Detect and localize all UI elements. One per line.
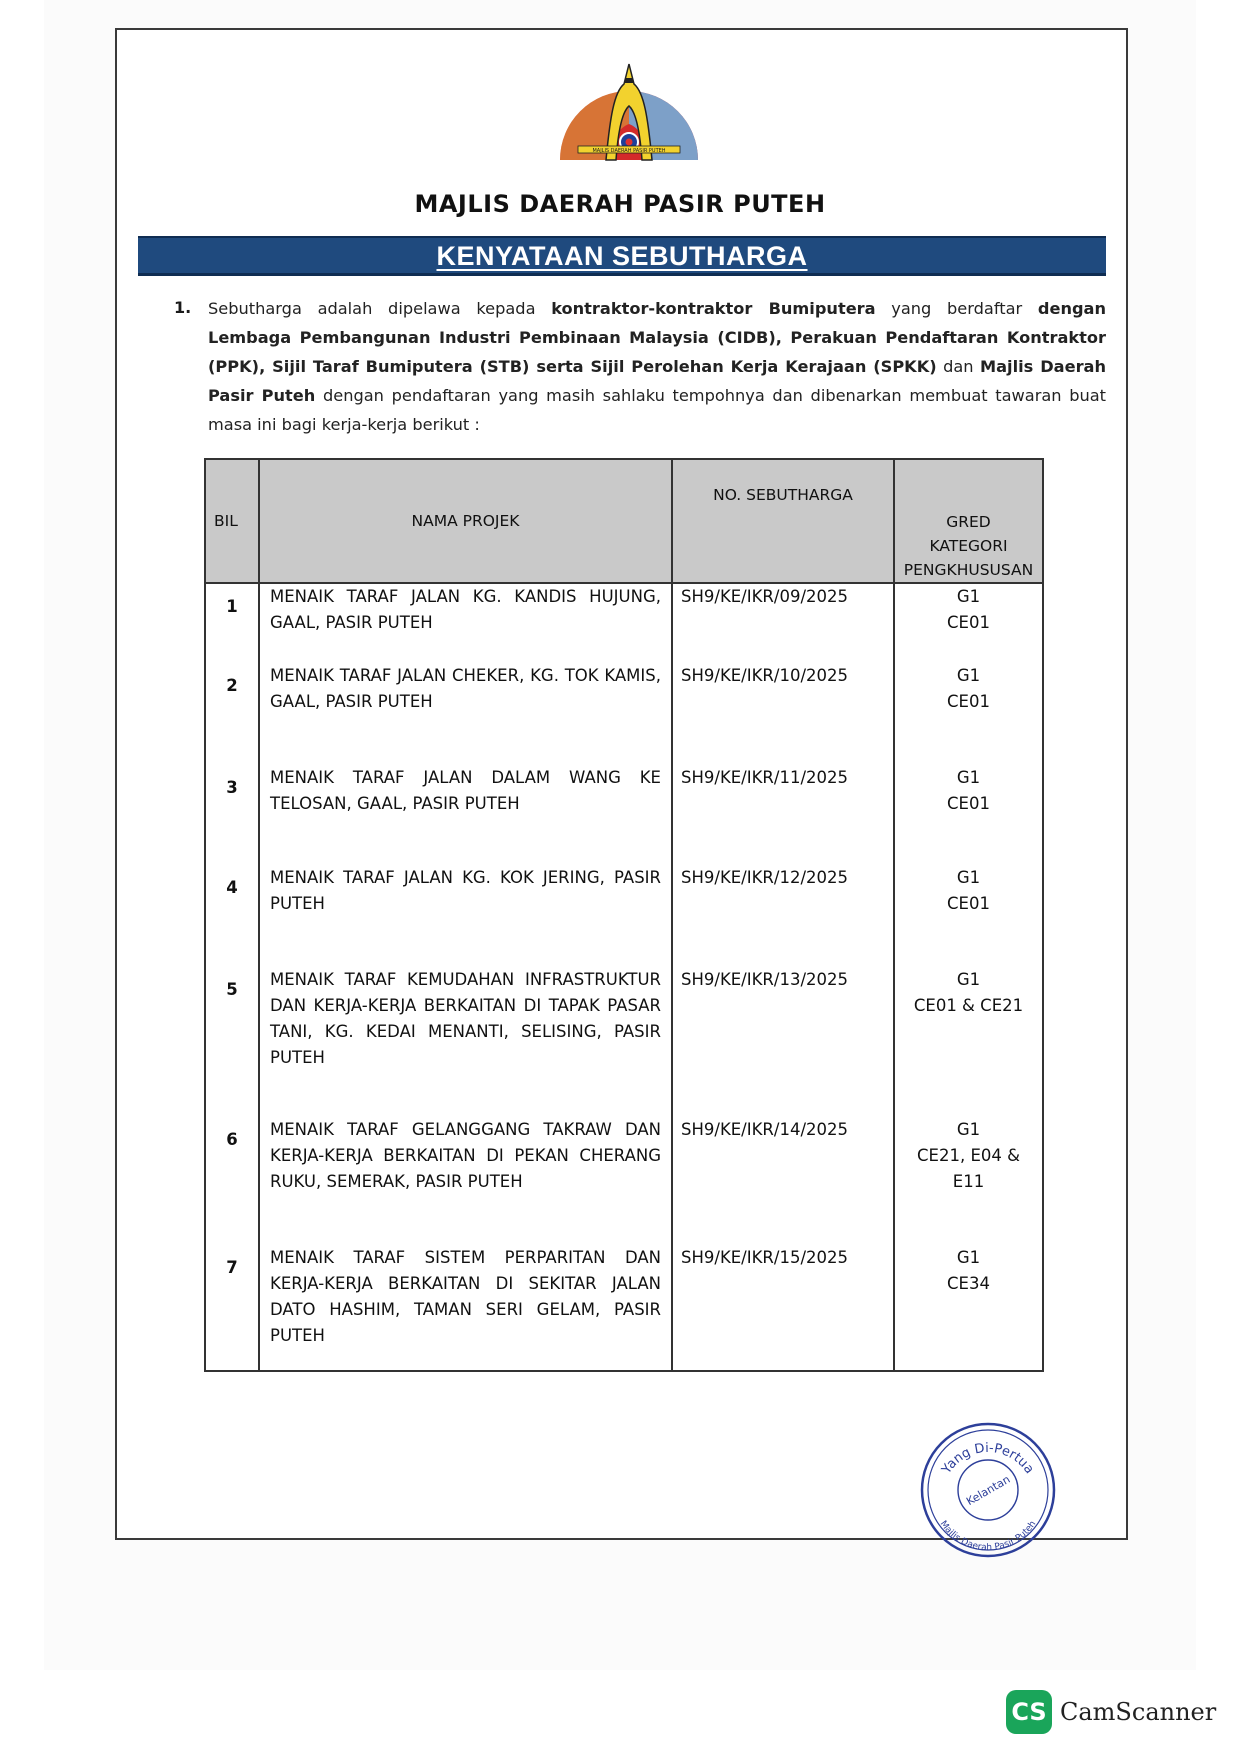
- header-bil: BIL: [205, 459, 259, 583]
- council-logo: [556, 62, 702, 162]
- table-row: [205, 1117, 1043, 1245]
- row-bil: 7: [205, 1245, 259, 1371]
- row-quotation-no: SH9/KE/IKR/12/2025: [672, 865, 894, 967]
- svg-text:Kelantan: Kelantan: [964, 1472, 1013, 1509]
- row-quotation-no: SH9/KE/IKR/13/2025: [672, 967, 894, 1117]
- official-stamp: [918, 1420, 1058, 1560]
- intro-segment: yang berdaftar: [875, 299, 1038, 318]
- intro-segment: Majlis Daerah Pasir Puteh: [208, 357, 1107, 405]
- gred-value: G1: [956, 868, 981, 887]
- intro-segment: dan: [936, 357, 980, 376]
- camscanner-brand: CamScanner: [1060, 1698, 1217, 1726]
- row-project-name: MENAIK TARAF JALAN KG. KANDIS HUJUNG, GAAL, PASIR PUTEH: [259, 583, 672, 663]
- header-pengkhususan: PENGKHUSUSAN: [903, 561, 1034, 579]
- gred-value: G1: [956, 666, 981, 685]
- row-project-name: MENAIK TARAF JALAN CHEKER, KG. TOK KAMIS, GAAL, PASIR PUTEH: [259, 663, 672, 765]
- row-quotation-no: SH9/KE/IKR/11/2025: [672, 765, 894, 865]
- gred-value: G1: [956, 1120, 981, 1139]
- row-project-name: MENAIK TARAF GELANGGANG TAKRAW DAN KERJA-KERJA BERKAITAN DI PEKAN CHERANG RUKU, SEMERAK, PASIR PUTEH: [259, 1117, 672, 1245]
- row-quotation-no: SH9/KE/IKR/14/2025: [672, 1117, 894, 1245]
- svg-text:Majlis Daerah Pasir Puteh: Majlis Daerah Pasir Puteh: [937, 1519, 1039, 1554]
- table-header-row: [205, 459, 1043, 583]
- row-gred: [894, 865, 1043, 967]
- svg-text:Yang Di-Pertua: Yang Di-Pertua: [939, 1440, 1037, 1477]
- kategori-value: CE34: [947, 1274, 990, 1293]
- organisation-name: MAJLIS DAERAH PASIR PUTEH: [414, 190, 826, 218]
- row-quotation-no: SH9/KE/IKR/09/2025: [672, 583, 894, 663]
- gred-value: G1: [956, 970, 981, 989]
- row-gred: [894, 583, 1043, 663]
- gred-value: G1: [956, 1248, 981, 1267]
- row-project-name: MENAIK TARAF KEMUDAHAN INFRASTRUKTUR DAN KERJA-KERJA BERKAITAN DI TAPAK PASAR TANI, KG. KEDAI MENANTI, SELISING, PASIR PUTEH: [259, 967, 672, 1117]
- intro-segment: Sebutharga adalah dipelawa kepada: [208, 299, 552, 318]
- row-quotation-no: SH9/KE/IKR/10/2025: [672, 663, 894, 765]
- row-quotation-no: SH9/KE/IKR/15/2025: [672, 1245, 894, 1371]
- header-gred-kategori: [894, 459, 1043, 583]
- table-row: [205, 663, 1043, 765]
- row-gred: [894, 663, 1043, 765]
- svg-text:MAJLIS DAERAH PASIR PUTEH: MAJLIS DAERAH PASIR PUTEH: [592, 148, 666, 154]
- intro-paragraph: [208, 294, 1106, 439]
- row-bil: 5: [205, 967, 259, 1117]
- intro-segment: kontraktor-kontraktor Bumiputera: [551, 299, 876, 318]
- kategori-value: CE01: [947, 794, 990, 813]
- row-bil: 3: [205, 765, 259, 865]
- header-nama-projek: NAMA PROJEK: [259, 459, 672, 583]
- kategori-value: CE21, E04 & E11: [917, 1146, 1020, 1191]
- kategori-value: CE01 & CE21: [913, 996, 1024, 1015]
- kategori-value: CE01: [947, 613, 990, 632]
- intro-segment: dengan pendaftaran yang masih sahlaku tempohnya dan dibenarkan membuat tawaran buat masa ini bagi kerja-kerja berikut :: [208, 386, 1106, 434]
- row-bil: 1: [205, 583, 259, 663]
- kategori-value: CE01: [947, 894, 990, 913]
- table-row: [205, 765, 1043, 865]
- row-bil: 2: [205, 663, 259, 765]
- row-project-name: MENAIK TARAF JALAN DALAM WANG KE TELOSAN, GAAL, PASIR PUTEH: [259, 765, 672, 865]
- banner-title: KENYATAAN SEBUTHARGA: [436, 241, 808, 271]
- row-bil: 4: [205, 865, 259, 967]
- paragraph-number: 1.: [174, 298, 192, 317]
- row-gred: [894, 1117, 1043, 1245]
- row-project-name: MENAIK TARAF SISTEM PERPARITAN DAN KERJA-KERJA BERKAITAN DI SEKITAR JALAN DATO HASHIM, TAMAN SERI GELAM, PASIR PUTEH: [259, 1245, 672, 1371]
- header-no-sebutharga: NO. SEBUTHARGA: [672, 459, 894, 583]
- row-bil: 6: [205, 1117, 259, 1245]
- table-row: [205, 1245, 1043, 1371]
- row-gred: [894, 967, 1043, 1117]
- header-kategori: KATEGORI: [929, 537, 1008, 555]
- gred-value: G1: [956, 587, 981, 606]
- gred-value: G1: [956, 768, 981, 787]
- table-row: [205, 865, 1043, 967]
- row-project-name: MENAIK TARAF JALAN KG. KOK JERING, PASIR PUTEH: [259, 865, 672, 967]
- intro-segment: dengan Lembaga Pembangunan Industri Pembinaan Malaysia (CIDB), Perakuan Pendaftaran Kontraktor (PPK), Sijil Taraf Bumiputera (STB) serta Sijil Perolehan Kerja Kerajaan (SPKK): [208, 299, 1107, 376]
- header-gred: GRED: [946, 513, 991, 531]
- row-gred: [894, 1245, 1043, 1371]
- table-row: [205, 967, 1043, 1117]
- table-row: [205, 583, 1043, 663]
- kategori-value: CE01: [947, 692, 990, 711]
- project-table: [204, 458, 1044, 1372]
- camscanner-logo-icon: CS: [1006, 1690, 1052, 1734]
- row-gred: [894, 765, 1043, 865]
- title-banner: [138, 236, 1106, 276]
